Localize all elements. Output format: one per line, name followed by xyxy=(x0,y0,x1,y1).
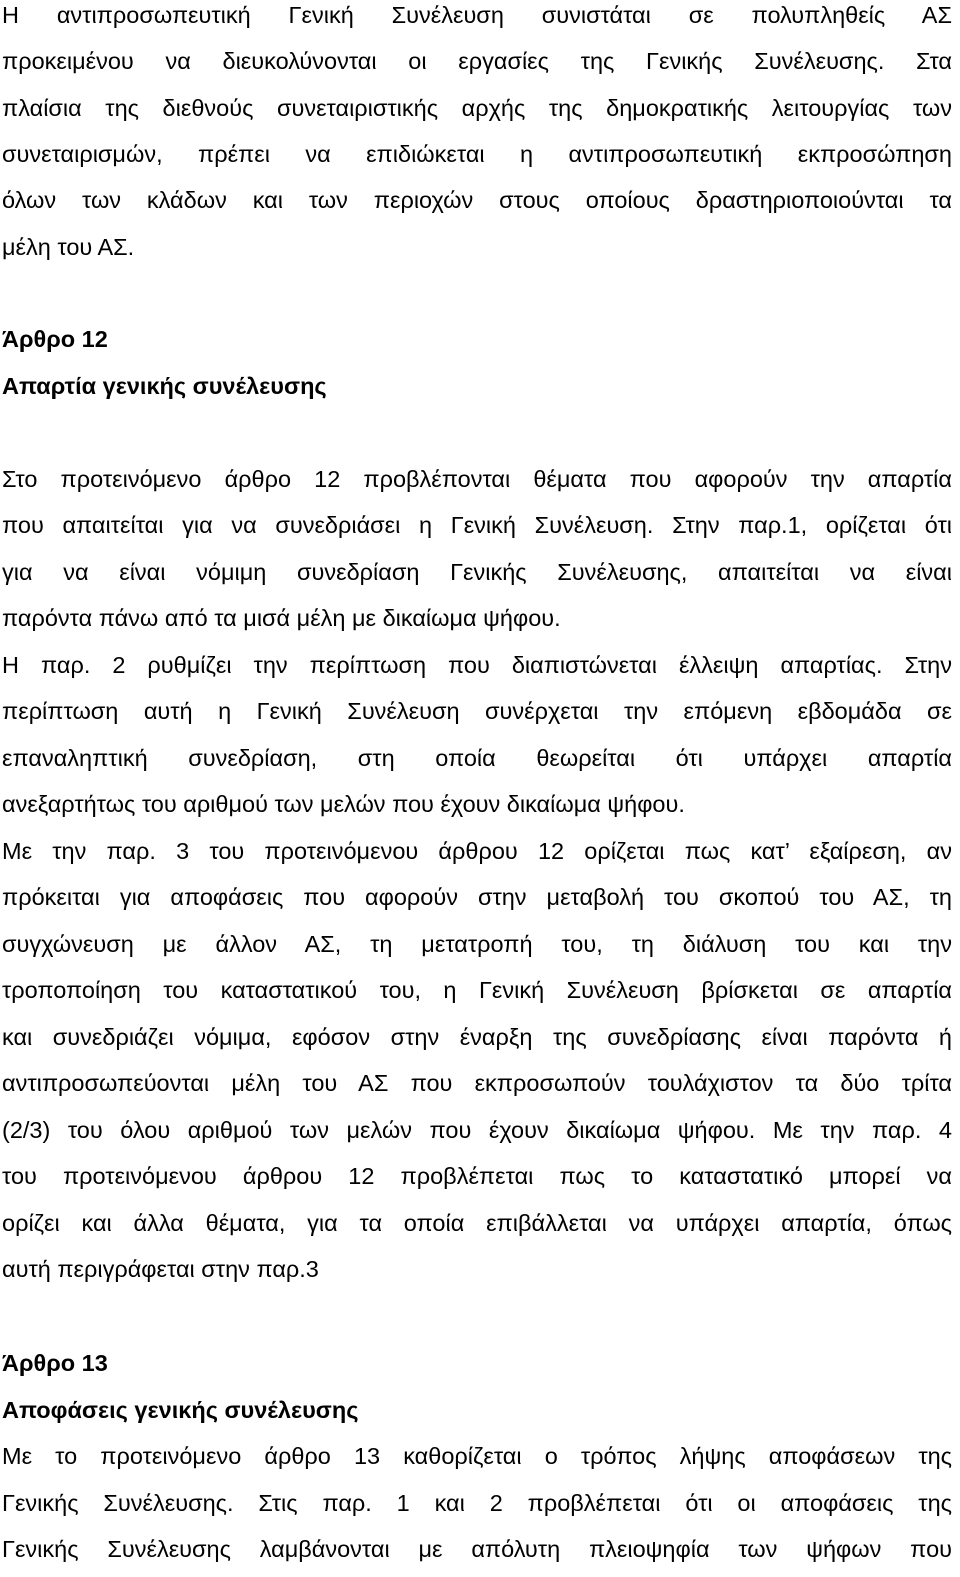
paragraph-line: του προτεινόμενου άρθρου 12 προβλέπεται πως το καταστατικό μπορεί να xyxy=(2,1163,952,1189)
paragraph-line: (2/3) του όλου αριθμού των μελών που έχουν δικαίωμα ψήφου. Με την παρ. 4 xyxy=(2,1117,952,1143)
paragraph-line: Η παρ. 2 ρυθμίζει την περίπτωση που διαπιστώνεται έλλειψη απαρτίας. Στην xyxy=(2,652,952,678)
paragraph-line: όλων των κλάδων και των περιοχών στους οποίους δραστηριοποιούνται τα xyxy=(2,187,952,213)
article-13-title: Αποφάσεις γενικής συνέλευσης xyxy=(2,1397,359,1423)
paragraph-line: αυτή περιγράφεται στην παρ.3 xyxy=(2,1256,319,1282)
paragraph-line: πλαίσια της διεθνούς συνεταιριστικής αρχής της δημοκρατικής λειτουργίας των xyxy=(2,95,952,121)
article-12-number: Άρθρο 12 xyxy=(2,326,108,352)
paragraph-line: προκειμένου να διευκολύνονται οι εργασίες της Γενικής Συνέλευσης. Στα xyxy=(2,48,952,74)
paragraph-line: Με την παρ. 3 του προτεινόμενου άρθρου 12 ορίζεται πως κατ’ εξαίρεση, αν xyxy=(2,838,952,864)
paragraph-line: παρόντα πάνω από τα μισά μέλη με δικαίωμα ψήφου. xyxy=(2,605,561,631)
paragraph-line: συνεταιρισμών, πρέπει να επιδιώκεται η αντιπροσωπευτική εκπροσώπηση xyxy=(2,141,952,167)
paragraph-line: περίπτωση αυτή η Γενική Συνέλευση συνέρχεται την επόμενη εβδομάδα σε xyxy=(2,698,952,724)
paragraph-line: Η αντιπροσωπευτική Γενική Συνέλευση συνιστάται σε πολυπληθείς ΑΣ xyxy=(2,2,952,28)
paragraph-line: Γενικής Συνέλευσης. Στις παρ. 1 και 2 προβλέπεται ότι οι αποφάσεις της xyxy=(2,1490,952,1516)
paragraph-line: συγχώνευση με άλλον ΑΣ, τη μετατροπή του, τη διάλυση του και την xyxy=(2,931,952,957)
article-12-title: Απαρτία γενικής συνέλευσης xyxy=(2,373,327,399)
paragraph-line: τροποποίηση του καταστατικού του, η Γενική Συνέλευση βρίσκεται σε απαρτία xyxy=(2,977,952,1003)
paragraph-line: πρόκειται για αποφάσεις που αφορούν στην μεταβολή του σκοπού του ΑΣ, τη xyxy=(2,884,952,910)
paragraph-line: που απαιτείται για να συνεδριάσει η Γενική Συνέλευση. Στην παρ.1, ορίζεται ότι xyxy=(2,512,952,538)
paragraph-line: Γενικής Συνέλευσης λαμβάνονται με απόλυτη πλειοψηφία των ψήφων που xyxy=(2,1536,952,1562)
paragraph-line: μέλη του ΑΣ. xyxy=(2,234,135,260)
article-13-number: Άρθρο 13 xyxy=(2,1350,108,1376)
paragraph-line: επαναληπτική συνεδρίαση, στη οποία θεωρείται ότι υπάρχει απαρτία xyxy=(2,745,952,771)
paragraph-line: Με το προτεινόμενο άρθρο 13 καθορίζεται ο τρόπος λήψης αποφάσεων της xyxy=(2,1443,952,1469)
paragraph-line: Στο προτεινόμενο άρθρο 12 προβλέπονται θέματα που αφορούν την απαρτία xyxy=(2,466,952,492)
paragraph-line: για να είναι νόμιμη συνεδρίαση Γενικής Συνέλευσης, απαιτείται να είναι xyxy=(2,559,952,585)
paragraph-line: και συνεδριάζει νόμιμα, εφόσον στην έναρξη της συνεδρίασης είναι παρόντα ή xyxy=(2,1024,952,1050)
paragraph-line: αντιπροσωπεύονται μέλη του ΑΣ που εκπροσωπούν τουλάχιστον τα δύο τρίτα xyxy=(2,1070,952,1096)
paragraph-line: ανεξαρτήτως του αριθμού των μελών που έχουν δικαίωμα ψήφου. xyxy=(2,791,685,817)
paragraph-line: ορίζει και άλλα θέματα, για τα οποία επιβάλλεται να υπάρχει απαρτία, όπως xyxy=(2,1210,952,1236)
